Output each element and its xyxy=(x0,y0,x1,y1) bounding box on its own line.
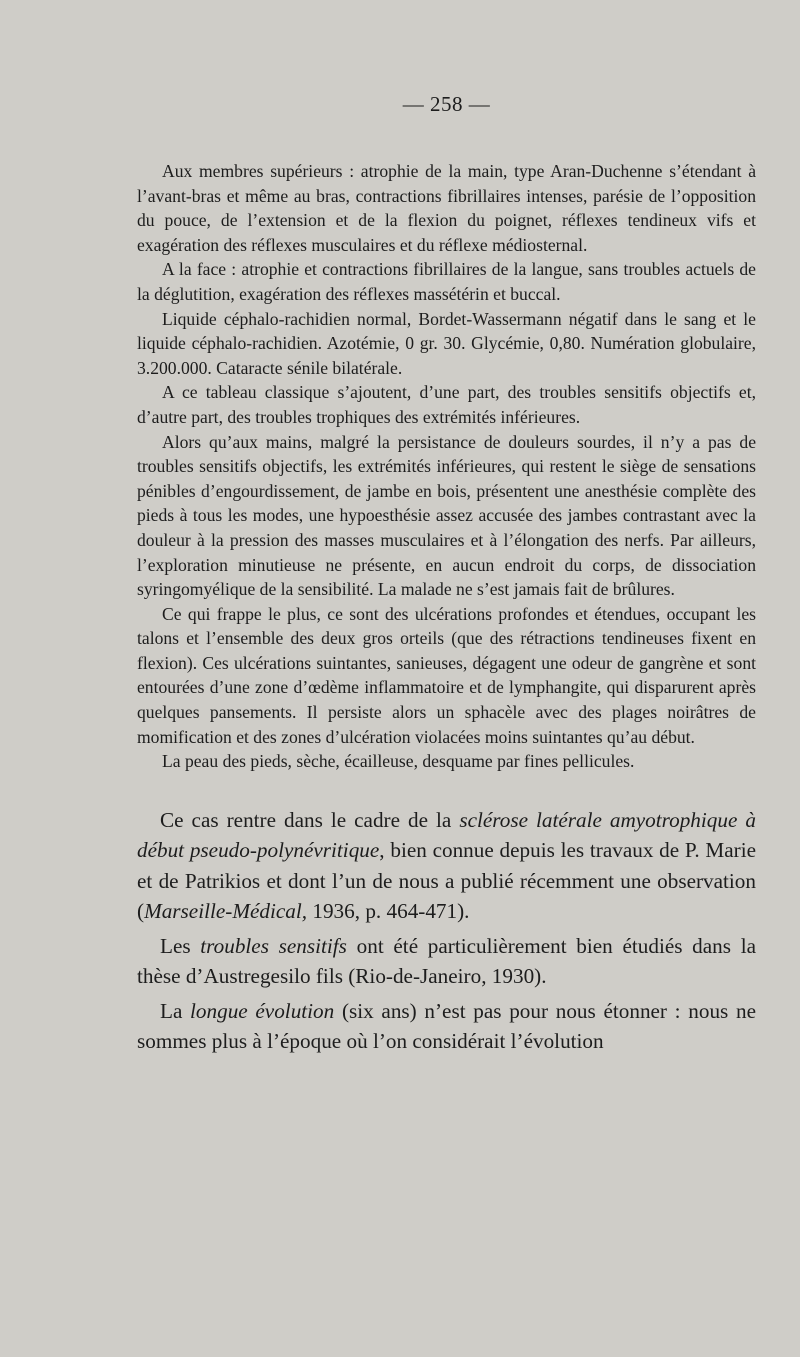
paragraph-ulcerations: Ce qui frappe le plus, ce sont des ulcérations profondes et étendues, occupant les talons et l’ensemble des deux gros orteils (que des rétractions tendineuses fixent en flexion). Ces ulcérations suintantes, sanieuses, dégagent une odeur de gangrène et sont entourées d’une zone d’œdème inflammatoire et de lymphangite, qui disparurent après quelques pansements. Il persiste alors un sphacèle avec des plages noirâtres de momification et des zones d’ulcération violacées moins suintantes qu’au début. xyxy=(137,603,756,747)
italic-term: troubles sensitifs xyxy=(200,933,347,958)
paragraph-skin: La peau des pieds, sèche, écailleuse, desquame par fines pellicules. xyxy=(162,751,635,772)
text-run: La xyxy=(160,998,191,1023)
text-run: Ce cas rentre dans le cadre de la xyxy=(160,807,460,832)
paragraph-upper-limbs: Aux membres supérieurs : atrophie de la main, type Aran-Duchenne s’étendant à l’avant-bras et même au bras, contractions fibrillaires intenses, parésie de l’opposition du pouce, de l’extension et de la flexion du poignet, réflexes tendineux vifs et exagération des réflexes musculaires et du réflexe médiosternal. xyxy=(137,161,756,255)
discussion xyxy=(137,805,756,1057)
paragraph-classic-picture: A ce tableau classique s’ajoutent, d’une part, des troubles sensitifs objectifs et, d’autre part, des troubles trophiques des extrémités inférieures. xyxy=(137,382,756,427)
italic-journal: Marseille-Médical, xyxy=(144,899,308,924)
text-run: ont été particulièrement bien étudiés dans la thèse d’Austregesilo fils (Rio-de-Janeiro, 1930). xyxy=(137,933,757,989)
paragraph-face: A la face : atrophie et contractions fibrillaires de la langue, sans troubles actuels de la déglutition, exagération des réflexes massétérin et buccal. xyxy=(137,259,756,304)
italic-term: sclérose latérale amyotrophique à début pseudo-polynévritique xyxy=(137,807,756,863)
paragraph-diagnosis xyxy=(137,805,756,927)
text-run: , bien connue depuis les travaux de P. Marie et de Patrikios et dont l’un de nous a publié récemment une observation ( xyxy=(137,838,756,924)
text-run: 1936, p. 464-471). xyxy=(307,899,470,924)
paragraph-evolution xyxy=(137,996,756,1057)
italic-term: longue évolution xyxy=(190,998,335,1023)
text-run: Les xyxy=(160,933,201,958)
paragraph-lab-results: Liquide céphalo-rachidien normal, Bordet-Wassermann négatif dans le sang et le liquide céphalo-rachidien. Azotémie, 0 gr. 30. Glycémie, 0,80. Numération globulaire, 3.200.000. Cataracte sénile bilatérale. xyxy=(137,308,756,378)
paragraph-sensory-troubles: Alors qu’aux mains, malgré la persistance de douleurs sourdes, il n’y a pas de troubles sensitifs objectifs, les extrémités inférieures, qui restent le siège de sensations pénibles d’engourdissement, de jambe en bois, présentent une anesthésie complète des pieds à tous les modes, une hypoesthésie assez accusée des jambes contrastant avec la douleur à la pression des masses musculaires et à l’élongation des nerfs. Par ailleurs, l’exploration minutieuse ne présente, en aucun endroit du corps, de dissociation syringomyélique de la sensibilité. La malade ne s’est jamais fait de brûlures. xyxy=(137,431,756,600)
paragraph-sensory-study xyxy=(137,931,756,992)
clinical-observation xyxy=(137,159,756,774)
page-number: — 258 — xyxy=(402,92,491,116)
text-run: (six ans) n’est pas pour nous étonner : nous ne sommes plus à l’époque où l’on considérait l’évolution xyxy=(137,998,756,1054)
